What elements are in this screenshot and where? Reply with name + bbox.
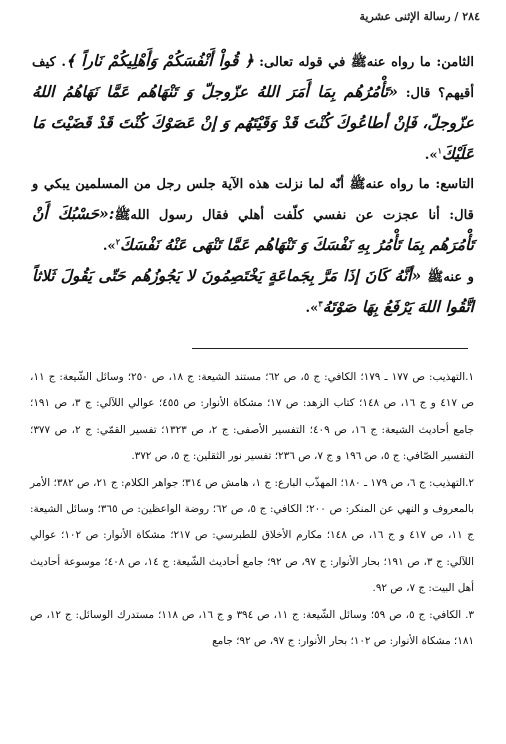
quran-verse: ﴿ قُواْ أَنْفُسَكُمْ وَأَهْلِيكُمْ نَاراً ﴾	[65, 51, 254, 70]
hadith-quote: :«حَسْبُكَ أَنْ تَأْمُرَهُم بِمَا تَأْمُرُ بِهِ نَفْسَكَ وَ تَنْهَاهُم عَمَّا تَنْهَى عَنْهُ نَفْسَكَ	[32, 204, 474, 254]
paragraph-lead: التاسع: ما رواه عنه	[365, 177, 474, 192]
quote-close: ».	[102, 239, 116, 254]
footnote-1: ١.التهذيب: ص ١٧٧ ـ ١٧٩؛ الكافي: ج ٥، ص ٦٢؛ مستند الشيعة: ج ١٨، ص ٢٥٠؛ وسائل الشّيعة: ج ١١، ص ٤١٧ و ج ١٦، ص ١٤٨؛ كتاب الزهد: ص ١٧؛ مشكاة الأنوار: ص ٤٥٥؛ عوالي اللآلي: ج ٣، ص ١٩١؛ جامع أحاديث الشيعة: ج ١٦، ص ٤٠٩؛ التفسير الأصفى: ج ٢، ص ١٣٢٣؛ تفسير القمّي: ج ٢، ص ٣٧٧؛ التفسير الصّافي: ج ٥، ص ١٩٦ و ج ٧، ص ٢٣٦؛ تفسير نور الثقلين: ج ٥، ص ٣٧٢.	[30, 371, 474, 463]
paragraph-lead: و عنه	[443, 270, 474, 285]
paragraph-text: . كيف أقيهم؟ قال:	[32, 55, 474, 101]
quote-close: ».	[305, 301, 319, 316]
footnote-marker: ١	[437, 145, 442, 156]
footnote-marker: ٣	[318, 298, 323, 309]
paragraph-text: أنّه لما نزلت هذه الآية جلس رجل من المسلمين يبكي و قال: أنا عجزت عن نفسي كلّفت أهلي فقال رسول الله	[32, 177, 474, 223]
footnote-2: ٢.التهذيب: ج ٦، ص ١٧٩ ـ ١٨٠؛ المهذّب البارع: ج ١، هامش ص ٣١٤؛ جواهر الكلام: ج ٢١، ص ٣٨٢؛ الأمر بالمعروف و النهي عن المنكر: ص ٢٠٠؛ الكافي: ج ٥، ص ٦٢؛ روضة الواعظين: ص ٣٦٥؛ وسائل الشيعة: ج ١١، ص ٤١٧ و ج ١٦، ص ١٤٨؛ مكارم الأخلاق للطبرسي: ص ٢١٧؛ مشكاة الأنوار: ص ١٠٢؛ عوالي اللآلي: ج ٣، ص ١٩١؛ بحار الأنوار: ج ٩٧، ص ٩٢؛ جامع أحاديث الشّيعة: ج ١٤، ص ٤٠٨؛ موسوعة أحاديث أهل البيت: ج ٧، ص ٩٢.	[30, 476, 474, 595]
footnote-divider	[192, 348, 468, 349]
honorific: ﷺ	[114, 208, 131, 223]
paragraph-text: في قوله تعالى:	[253, 55, 351, 70]
footnote-marker: ٢	[115, 236, 120, 247]
quote-close: ».	[424, 148, 438, 163]
hadith-quote: «أنَّهُ كَانَ إذَا مَرَّ بِجَماعَةٍ يَخْتَصِمُونَ لا يَجُوزُهُم حَتّى يَقُولَ ثَلاثاً اتَّقُوا اللهَ يَرْفَعُ بِهَا صَوْتَهُ	[32, 266, 474, 316]
honorific: ﷺ	[349, 177, 366, 192]
running-header: ٢٨٤ / رسالة الإثنى عشرية	[359, 10, 480, 23]
paragraph-lead: الثامن: ما رواه عنه	[366, 55, 475, 70]
honorific: ﷺ	[350, 55, 367, 70]
paragraph-eighth	[32, 46, 474, 170]
main-text	[32, 46, 474, 323]
honorific: ﷺ	[427, 270, 444, 285]
paragraph-tenth	[32, 261, 474, 323]
footnotes	[30, 364, 474, 654]
hadith-quote: «تَأْمُرُهُم بِمَا أَمَرَ اللهُ عزّوجلّ وَ تَنْهَاهُم عَمَّا نَهَاهُمُ اللهُ عزّوجلّ، فَإنْ أطاعُوكَ كُنْتَ قَدْ وَقَيْتَهُم وَ إنْ عَصَوْكَ كُنْتَ قَدْ قَضَيْتَ مَا عَلَيْكَ	[32, 82, 474, 163]
footnote-3: ٣. الكافي: ج ٥، ص ٥٩؛ وسائل الشّيعة: ج ١١، ص ٣٩٤ و ج ١٦، ص ١١٨؛ مستدرك الوسائل: ج ١٢، ص ١٨١؛ مشكاة الأنوار: ص ١٠٢؛ بحار الأنوار: ج ٩٧، ص ٩٢؛ جامع	[30, 608, 474, 648]
paragraph-ninth	[32, 170, 474, 261]
